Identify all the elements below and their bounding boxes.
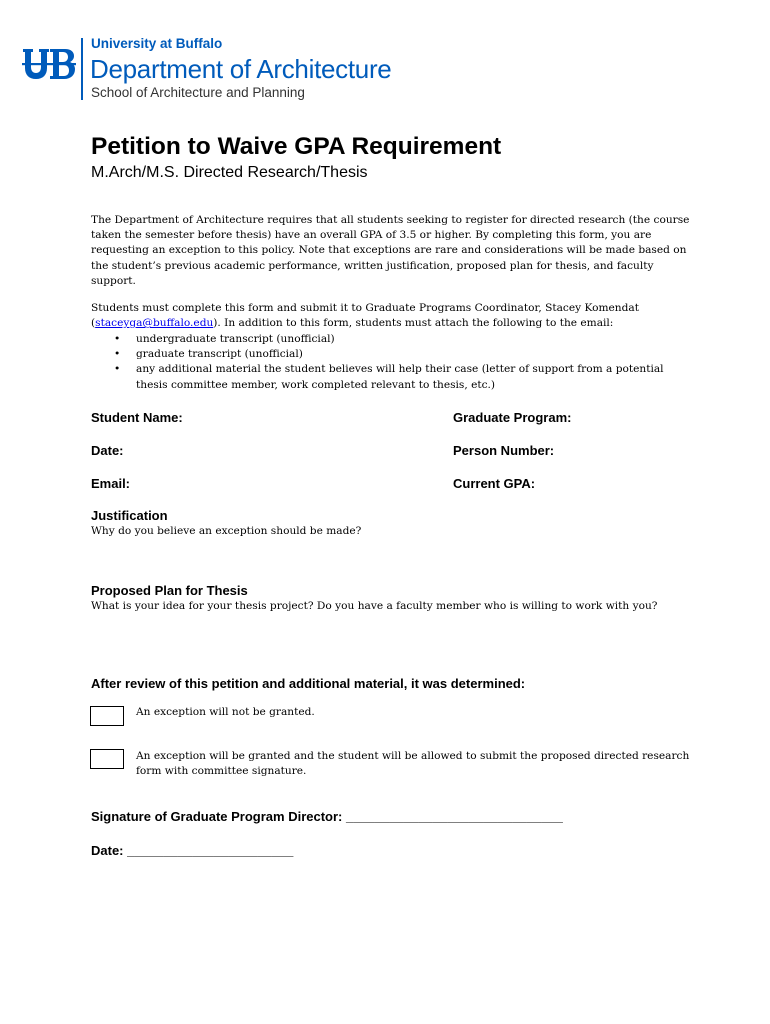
instructions-text-before: Students must complete this form and submit it to Graduate Programs Coordinator, Stacey Komendat ( (91, 302, 639, 330)
list-item: • undergraduate transcript (unofficial) (91, 332, 691, 347)
header-divider (81, 38, 83, 100)
requirements-list (91, 332, 691, 393)
graduate-program-label: Graduate Program: (453, 410, 572, 425)
list-item: • graduate transcript (unofficial) (91, 347, 691, 362)
school-name: School of Architecture and Planning (91, 85, 305, 100)
exception-granted-label: An exception will be granted and the student will be allowed to submit the proposed directed research form with committee signature. (136, 750, 690, 778)
current-gpa-label: Current GPA: (453, 476, 536, 491)
director-signature-line: Signature of Graduate Program Director: ______________________________ (91, 809, 563, 824)
justification-prompt: Why do you believe an exception should be made? (91, 525, 362, 537)
person-number-label: Person Number: (453, 443, 555, 458)
page-subtitle: M.Arch/M.S. Directed Research/Thesis (91, 164, 368, 181)
signature-date-line: Date: _______________________ (91, 843, 294, 858)
email-label: Email: (91, 476, 131, 491)
instructions-paragraph (91, 301, 691, 331)
instructions-text-after: ). In addition to this form, students must attach the following to the email: (213, 317, 614, 330)
review-heading: After review of this petition and additional material, it was determined: (91, 676, 526, 691)
page-title: Petition to Waive GPA Requirement (91, 133, 502, 160)
proposed-plan-heading: Proposed Plan for Thesis (91, 583, 248, 598)
university-name: University at Buffalo (91, 36, 223, 51)
exception-granted-checkbox[interactable] (90, 749, 124, 769)
date-label: Date: (91, 443, 124, 458)
justification-heading: Justification (91, 508, 168, 523)
exception-not-granted-checkbox[interactable] (90, 706, 124, 726)
coordinator-email-link[interactable]: staceyga@buffalo.edu (95, 317, 214, 330)
department-name: Department of Architecture (90, 54, 392, 84)
proposed-plan-prompt: What is your idea for your thesis project? Do you have a faculty member who is willing to work with you? (91, 600, 658, 612)
ub-logo-icon (22, 47, 76, 81)
exception-not-granted-label: An exception will not be granted. (136, 706, 315, 718)
list-item: • any additional material the student believes will help their case (letter of support from a potential thesis committee member, work completed relevant to thesis, etc.) (91, 362, 691, 392)
intro-paragraph: The Department of Architecture requires that all students seeking to register for directed research (the course taken the semester before thesis) have an overall GPA of 3.5 or higher. By completing this form, you are requesting an exception to this policy. Note that exceptions are rare and considerations will be made based on the student’s previous academic performance, written justification, proposed plan for thesis, and faculty support. (91, 214, 690, 287)
student-name-label: Student Name: (91, 410, 183, 425)
